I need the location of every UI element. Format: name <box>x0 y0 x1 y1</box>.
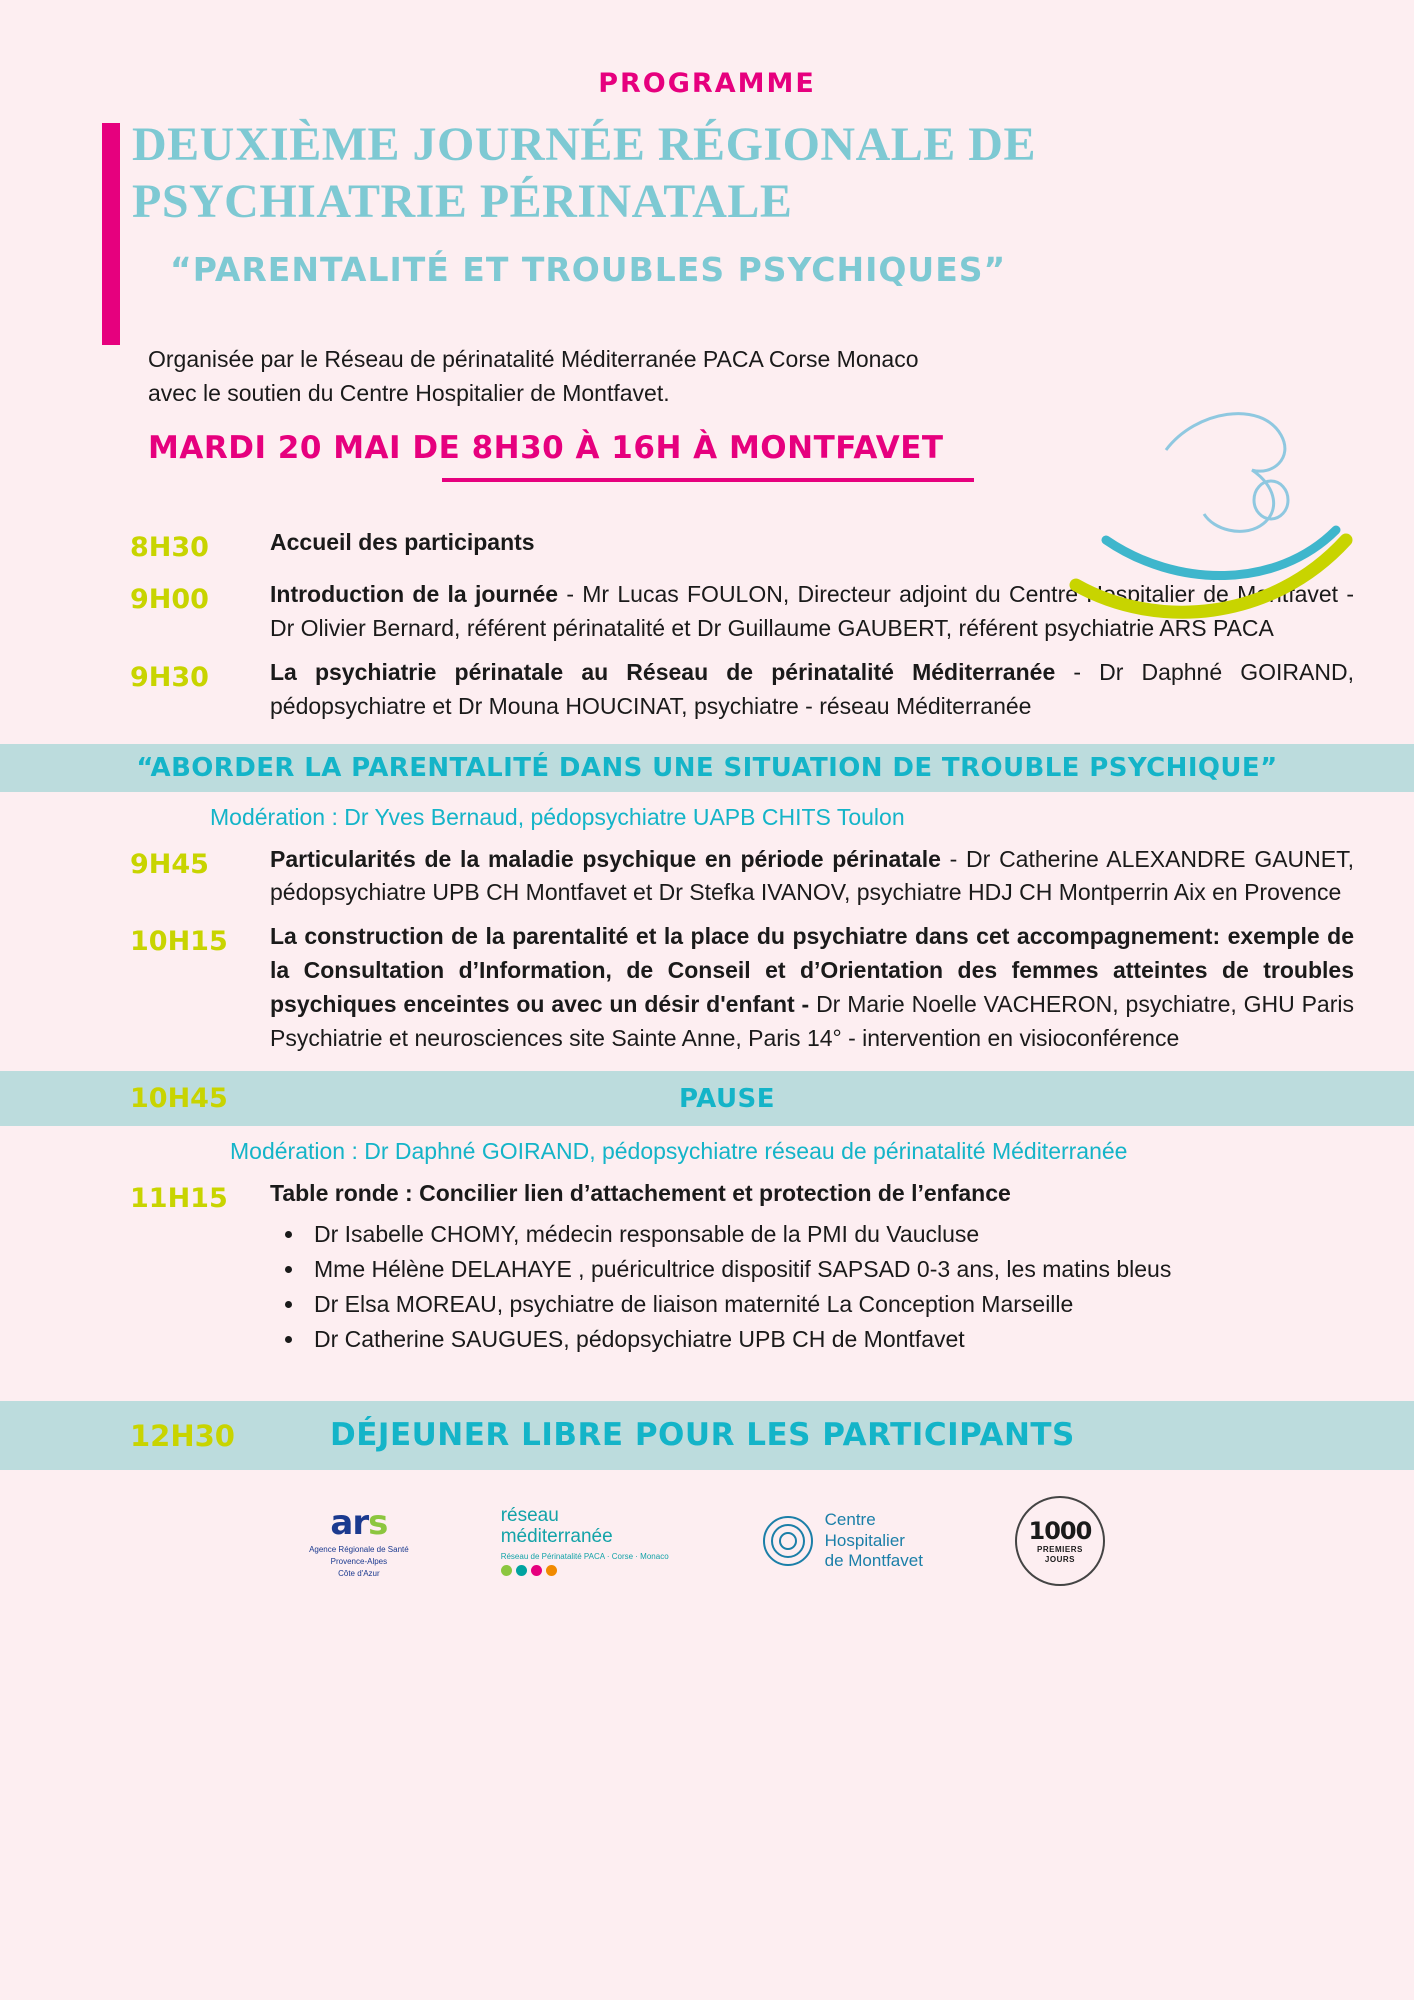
row-details: Dr Marie Noelle VACHERON, psychiatre, GHU Paris Psychiatrie et neurosciences site Sainte Anne, Paris 14° - intervention en visioconférence <box>270 990 1354 1051</box>
row-description <box>270 1177 1354 1357</box>
row-time: 9H30 <box>130 662 209 694</box>
pause-time: 10H45 <box>130 1083 228 1115</box>
ars-word-ar: ar <box>330 1503 369 1544</box>
row-description <box>270 920 1354 1055</box>
lunch-time: 12H30 <box>130 1418 235 1453</box>
mille-circle <box>1015 1496 1105 1586</box>
centre-hospitalier-logo <box>761 1510 923 1571</box>
logo-strip <box>0 1496 1414 1586</box>
poster-subtitle: “PARENTALITÉ ET TROUBLES PSYCHIQUES” <box>170 250 1007 290</box>
row-time: 8H30 <box>130 531 209 563</box>
title-block <box>132 117 1292 289</box>
centre-line-2: Hospitalier <box>824 1530 905 1550</box>
schedule-row <box>0 652 1414 730</box>
ars-word-s: s <box>368 1503 388 1544</box>
session-banner <box>0 744 1414 792</box>
ars-sub-1: Agence Régionale de Santé <box>309 1545 409 1555</box>
schedule-row <box>0 839 1414 917</box>
reseau-line-1: réseau <box>500 1505 559 1527</box>
pause-banner <box>0 1071 1414 1126</box>
intro-paragraph: Organisée par le Réseau de périnatalité Méditerranée PACA Corse Monaco avec le soutien du Centre Hospitalier de Montfavet. <box>148 346 919 406</box>
mille-line-2: JOURS <box>1044 1555 1075 1565</box>
lunch-banner <box>0 1401 1414 1471</box>
mille-line-1: PREMIERS <box>1037 1545 1083 1555</box>
row-time: 10H15 <box>130 926 228 958</box>
reseau-mediterranee-logo <box>501 1506 669 1576</box>
list-item: • Mme Hélène DELAHAYE , puéricultrice dispositif SAPSAD 0-3 ans, les matins bleus <box>306 1252 1354 1287</box>
list-item: • Dr Catherine SAUGUES, pédopsychiatre UPB CH de Montfavet <box>306 1322 1354 1357</box>
schedule-row <box>0 916 1414 1061</box>
list-item: • Dr Isabelle CHOMY, médecin responsable de la PMI du Vaucluse <box>306 1217 1354 1252</box>
ars-logo <box>309 1503 409 1579</box>
kicker-label: PROGRAMME <box>598 68 816 99</box>
main-title-line-1: DEUXIÈME JOURNÉE RÉGIONALE DE <box>132 118 1036 171</box>
event-date: MARDI 20 MAI DE 8H30 À 16H À MONTFAVET <box>148 429 944 466</box>
row-description <box>270 656 1354 724</box>
participants-list <box>270 1217 1354 1357</box>
row-title: La psychiatrie périnatale au Réseau de périnatalité Méditerranée <box>270 659 1056 686</box>
row-time: 9H00 <box>130 584 209 616</box>
session1-moderation: Modération : Dr Yves Bernaud, pédopsychiatre UAPB CHITS Toulon <box>210 803 905 830</box>
main-title-line-2: PSYCHIATRIE PÉRINATALE <box>132 174 793 228</box>
session2-moderation: Modération : Dr Daphné GOIRAND, pédopsychiatre réseau de périnatalité Méditerranée <box>230 1137 1128 1164</box>
row-description <box>270 843 1354 911</box>
reseau-dots-icon <box>501 1565 669 1576</box>
ars-sub-2: Provence-Alpes <box>330 1557 388 1567</box>
pink-accent-bar <box>102 123 120 345</box>
row-time: 11H15 <box>130 1182 228 1214</box>
row-details: - Dr Daphné GOIRAND, pédopsychiatre et Dr Mouna HOUCINAT, psychiatre - réseau Méditerranée <box>270 659 1354 719</box>
reseau-line-2: méditerranée <box>500 1526 613 1548</box>
pause-label: PAUSE <box>678 1083 776 1114</box>
session-banner-text: “ABORDER LA PARENTALITÉ DANS UNE SITUATION DE TROUBLE PSYCHIQUE” <box>136 752 1278 783</box>
mille-number: 1000 <box>1028 1517 1092 1546</box>
ars-sub-3: Côte d'Azur <box>338 1569 380 1579</box>
schedule-row <box>0 1173 1414 1363</box>
row-details: - Mr Lucas FOULON, Directeur adjoint du Centre Hospitalier de Montfavet - Dr Olivier Bernard, référent périnatalité et Dr Guillaume GAUBERT, référent psychiatrie ARS PACA <box>270 581 1355 642</box>
lunch-label: DÉJEUNER LIBRE POUR LES PARTICIPANTS <box>330 1417 1075 1454</box>
row-details: - Dr Catherine ALEXANDRE GAUNET, pédopsychiatre UPB CH Montfavet et Dr Stefka IVANOV, psychiatre HDJ CH Montperrin Aix en Provence <box>270 845 1355 906</box>
centre-line-3: de Montfavet <box>824 1551 923 1571</box>
row-time: 9H45 <box>130 848 209 880</box>
mille-premiers-jours-logo <box>1015 1496 1105 1586</box>
list-item: • Dr Elsa MOREAU, psychiatre de liaison maternité La Conception Marseille <box>306 1287 1354 1322</box>
reseau-sub: Réseau de Périnatalité PACA · Corse · Monaco <box>500 1551 669 1561</box>
row-title: Introduction de la journée <box>270 581 559 608</box>
row-title: La construction de la parentalité et la place du psychiatre dans cet accompagnement: exemple de la Consultation d’Information, de Conseil et d’Orientation des femmes atteintes de troubles psychiques enceintes ou avec un désir d'enfant - <box>270 923 1354 1017</box>
row-title: Particularités de la maladie psychique en période périnatale <box>270 845 941 872</box>
baby-illustration-icon <box>1046 390 1376 630</box>
spiral-icon <box>761 1514 815 1568</box>
centre-text <box>825 1510 923 1571</box>
centre-line-1: Centre <box>824 1510 876 1530</box>
table-ronde-title: Table ronde : Concilier lien d’attachement et protection de l’enfance <box>270 1179 1011 1206</box>
ars-wordmark <box>309 1503 409 1543</box>
row-title: Accueil des participants <box>270 528 535 555</box>
date-underline <box>442 478 974 482</box>
